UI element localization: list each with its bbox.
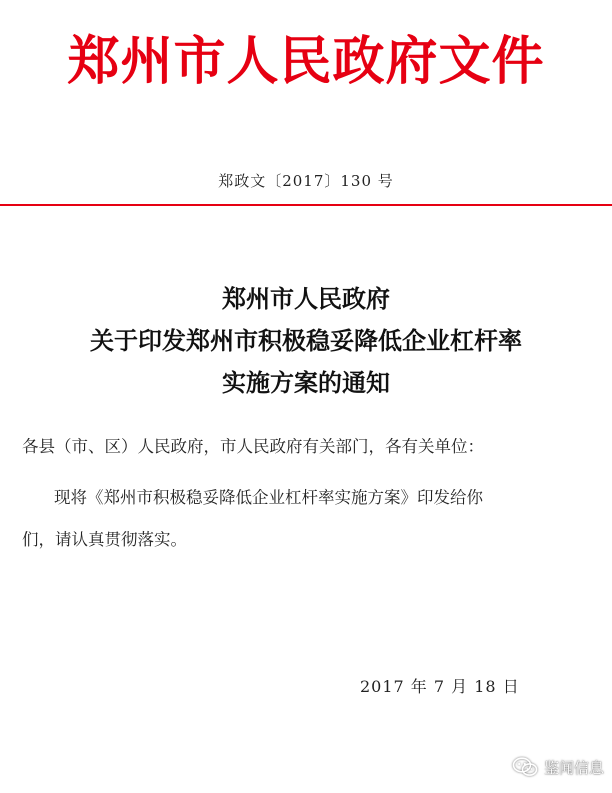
body-paragraph: [22, 477, 604, 561]
red-divider-line: [0, 204, 612, 206]
body-paragraph-line-2: 们，请认真贯彻落实。: [22, 530, 187, 549]
notice-title: [0, 278, 612, 404]
document-number: 郑政文〔2017〕130 号: [218, 172, 394, 190]
notice-title-line-2: 关于印发郑州市积极稳妥降低企业杠杆率: [90, 326, 522, 355]
notice-title-line-1: 郑州市人民政府: [222, 284, 390, 313]
source-watermark: [512, 754, 604, 780]
body-paragraph-line-1: 现将《郑州市积极稳妥降低企业杠杆率实施方案》印发给你: [54, 488, 483, 507]
wechat-icon: [512, 757, 538, 777]
watermark-text: 鉴闻信息: [543, 758, 604, 777]
notice-title-line-3: 实施方案的通知: [222, 368, 390, 397]
issue-date: 2017 年 7 月 18 日: [360, 677, 520, 696]
document-header-title: 郑州市人民政府文件: [67, 31, 545, 92]
addressee-line: 各县（市、区）人民政府，市人民政府有关部门，各有关单位：: [22, 437, 484, 456]
